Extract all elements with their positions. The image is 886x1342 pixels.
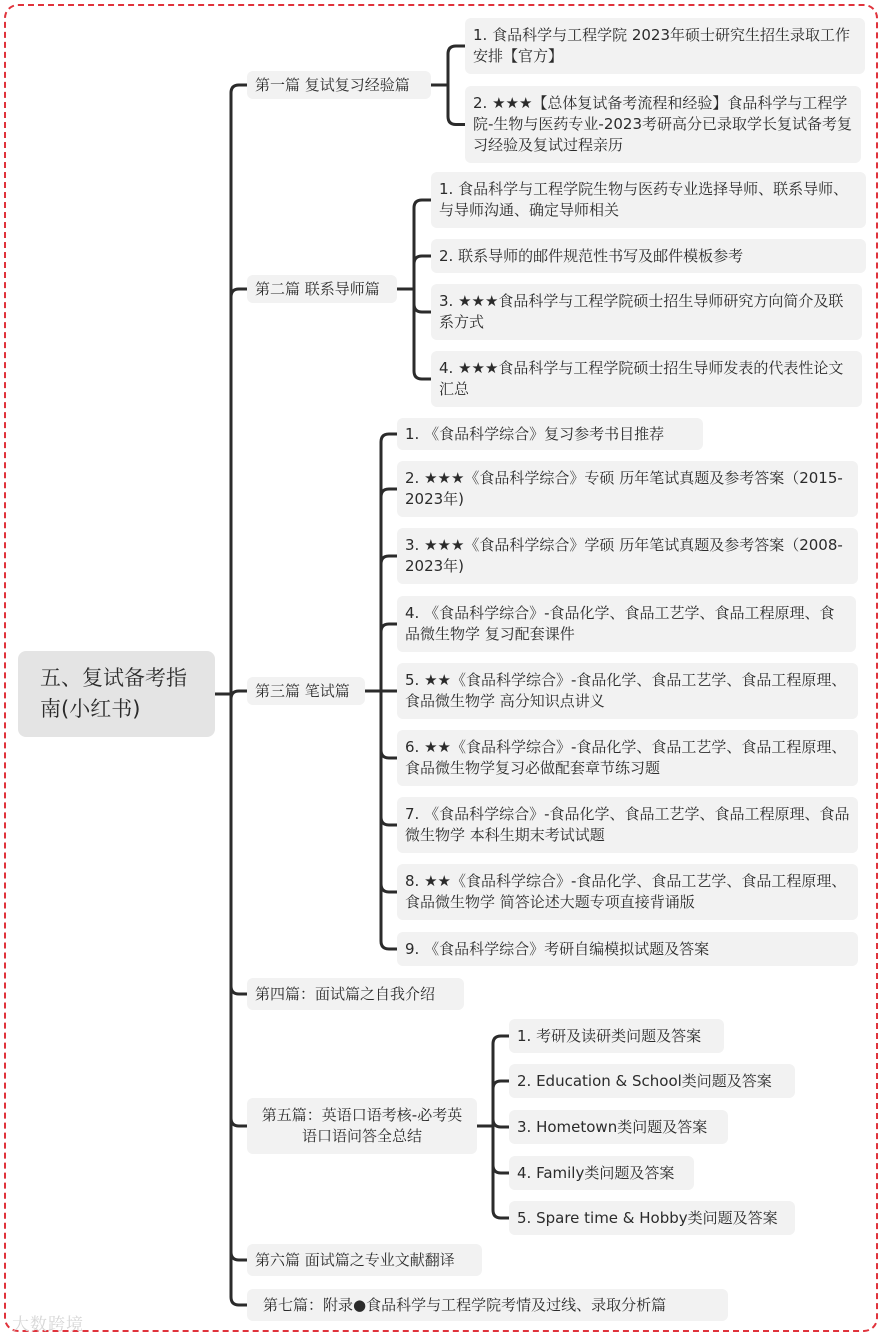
watermark-text: 大数跨境 <box>12 1315 84 1335</box>
section-2-contact-supervisor[interactable]: 第二篇 联系导师篇 <box>247 275 397 303</box>
root-topic[interactable]: 五、复试备考指南(小红书) <box>18 651 215 737</box>
section-2-connector <box>397 200 431 379</box>
section-3-item-4[interactable]: 4. 《食品科学综合》-食品化学、食品工艺学、食品工程原理、食品微生物学 复习配套课件 <box>397 596 856 652</box>
section-3-item-3[interactable]: 3. ★★★《食品科学综合》学硕 历年笔试真题及参考答案（2008-2023年) <box>397 528 858 584</box>
section-1-item-1[interactable]: 1. 食品科学与工程学院 2023年硕士研究生招生录取工作安排【官方】 <box>465 18 865 74</box>
section-5-item-5[interactable]: 5. Spare time & Hobby类问题及答案 <box>509 1201 795 1235</box>
root-connector <box>215 85 247 1305</box>
section-5-oral-english[interactable]: 第五篇：英语口语考核-必考英语口语问答全总结 <box>247 1098 477 1154</box>
section-1-connector <box>431 46 465 125</box>
section-5-connector <box>477 1036 509 1218</box>
section-3-item-6[interactable]: 6. ★★《食品科学综合》-食品化学、食品工艺学、食品工程原理、食品微生物学复习必做配套章节练习题 <box>397 730 858 786</box>
section-3-item-7[interactable]: 7. 《食品科学综合》-食品化学、食品工艺学、食品工程原理、食品微生物学 本科生期末考试试题 <box>397 797 858 853</box>
section-5-item-4[interactable]: 4. Family类问题及答案 <box>509 1156 694 1190</box>
section-1-item-2[interactable]: 2. ★★★【总体复试备考流程和经验】食品科学与工程学院-生物与医药专业-2023考研高分已录取学长复试备考复习经验及复试过程亲历 <box>465 86 861 163</box>
section-2-item-4[interactable]: 4. ★★★食品科学与工程学院硕士招生导师发表的代表性论文汇总 <box>431 351 862 407</box>
section-7-appendix-analysis[interactable]: 第七篇：附录●食品科学与工程学院考情及过线、录取分析篇 <box>247 1289 728 1321</box>
section-3-item-2[interactable]: 2. ★★★《食品科学综合》专硕 历年笔试真题及参考答案（2015-2023年) <box>397 461 858 517</box>
section-3-item-1[interactable]: 1. 《食品科学综合》复习参考书目推荐 <box>397 418 703 450</box>
section-5-item-2[interactable]: 2. Education & School类问题及答案 <box>509 1064 795 1098</box>
section-2-item-3[interactable]: 3. ★★★食品科学与工程学院硕士招生导师研究方向简介及联系方式 <box>431 284 862 340</box>
section-3-item-5[interactable]: 5. ★★《食品科学综合》-食品化学、食品工艺学、食品工程原理、食品微生物学 高分知识点讲义 <box>397 663 858 719</box>
section-3-written-exam[interactable]: 第三篇 笔试篇 <box>247 677 365 705</box>
section-2-item-1[interactable]: 1. 食品科学与工程学院生物与医药专业选择导师、联系导师、与导师沟通、确定导师相关 <box>431 172 866 228</box>
section-4-self-introduction[interactable]: 第四篇：面试篇之自我介绍 <box>247 978 464 1010</box>
section-6-literature-translation[interactable]: 第六篇 面试篇之专业文献翻译 <box>247 1244 482 1276</box>
section-2-item-2[interactable]: 2. 联系导师的邮件规范性书写及邮件模板参考 <box>431 239 866 273</box>
section-3-connector <box>365 434 397 949</box>
section-5-item-3[interactable]: 3. Hometown类问题及答案 <box>509 1110 728 1144</box>
section-3-item-8[interactable]: 8. ★★《食品科学综合》-食品化学、食品工艺学、食品工程原理、食品微生物学 简答论述大题专项直接背诵版 <box>397 864 858 920</box>
section-5-item-1[interactable]: 1. 考研及读研类问题及答案 <box>509 1019 724 1053</box>
section-1-review-experience[interactable]: 第一篇 复试复习经验篇 <box>247 71 431 99</box>
section-3-item-9[interactable]: 9. 《食品科学综合》考研自编模拟试题及答案 <box>397 932 858 966</box>
